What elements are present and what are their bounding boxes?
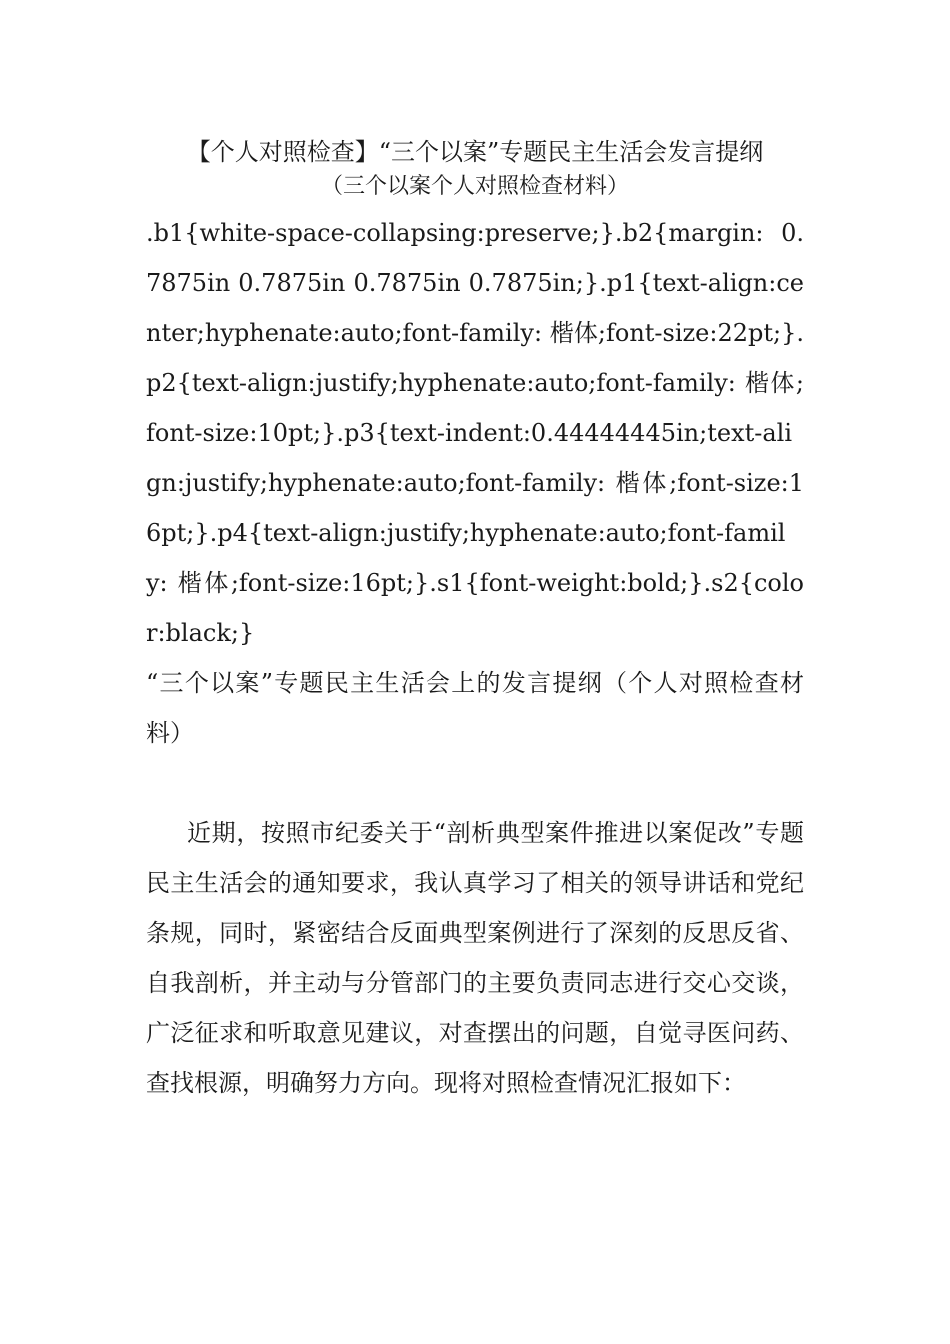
speech-heading-line: “三个以案”专题民主生活会上的发言提纲（个人对照检查材料） [146, 669, 804, 747]
document-page [146, 134, 804, 1108]
paragraph-spacer [146, 758, 804, 808]
document-subtitle: （三个以案个人对照检查材料） [320, 174, 629, 199]
stray-css-text: .b1{white-space-collapsing:preserve;}.b2{margin: 0.7875in 0.7875in 0.7875in 0.7875in;}.p1{text-align:center;hyphenate:auto;font-family: 楷体;font-size:22pt;}.p2{text-align:justify;hyphenate:auto;font-family: 楷体;font-size:10pt;}.p3{text-indent:0.44444445in;text-align:justify;hyphenate:auto;font-family: 楷体;font-size:16pt;}.p4{text-align:justify;hyphenate:auto;font-family: 楷体;font-size:16pt;}.s1{font-weight:bold;}.s2{color:black;} [146, 219, 804, 647]
document-title: 【个人对照检查】“三个以案”专题民主生活会发言提纲 [186, 138, 764, 166]
intro-paragraph: 近期，按照市纪委关于“剖析典型案件推进以案促改”专题民主生活会的通知要求，我认真学习了相关的领导讲话和党纪条规，同时，紧密结合反面典型案例进行了深刻的反思反省、自我剖析，并主动与分管部门的主要负责同志进行交心交谈，广泛征求和听取意见建议，对查摆出的问题，自觉寻医问药、查找根源，明确努力方向。现将对照检查情况汇报如下： [146, 819, 804, 1097]
